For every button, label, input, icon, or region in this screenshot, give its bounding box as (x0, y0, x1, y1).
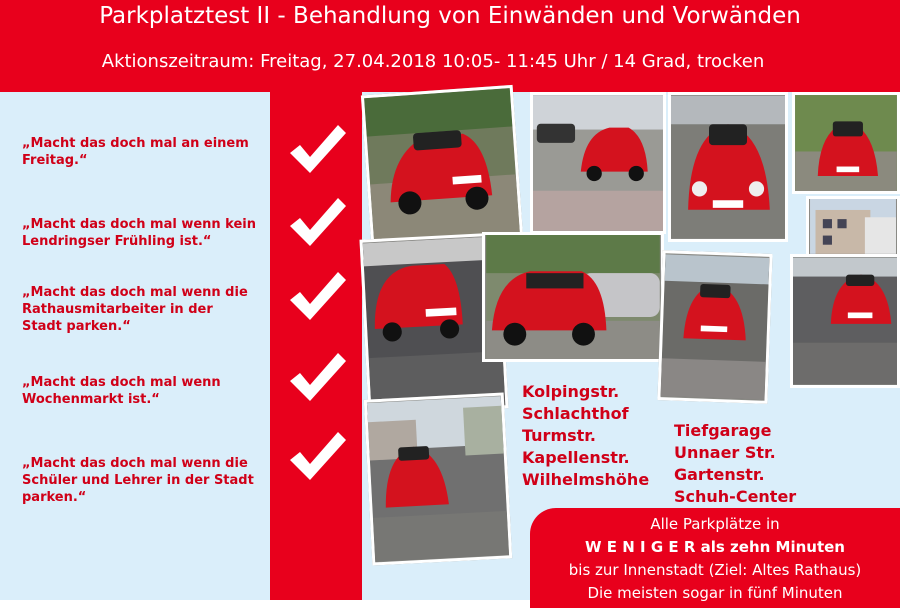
page-title: Parkplatztest II - Behandlung von Einwänden und Vorwänden (99, 3, 801, 29)
car-photo-schlachthof (530, 92, 666, 234)
car-photo-gartenstr (657, 250, 772, 404)
street-list-right (674, 420, 796, 508)
car-photo-schuh-center (790, 254, 900, 388)
street-list-left (522, 381, 649, 491)
street-name: Kolpingstr. (522, 382, 620, 401)
checkmark-icon (286, 347, 348, 407)
objection-4: „Macht das doch mal wenn Wochenmarkt ist.“ (22, 375, 221, 407)
car-photo-kolpingstr (361, 85, 523, 247)
checkmark-icon (286, 119, 348, 179)
street-name: Unnaer Str. (674, 443, 776, 462)
car-photo-turmstr (668, 92, 788, 242)
objection-5: „Macht das doch mal wenn die Schüler und Lehrer in der Stadt parken.“ (22, 456, 254, 505)
street-name: Schuh-Center (674, 487, 797, 506)
street-name: Turmstr. (522, 426, 596, 445)
street-name: Tiefgarage (674, 421, 772, 440)
summary-line-3: bis zur Innenstadt (Ziel: Altes Rathaus) (568, 561, 862, 579)
objection-3: „Macht das doch mal wenn die Rathausmitarbeiter in der Stadt parken.“ (22, 285, 248, 334)
checkmark-icon (286, 192, 348, 252)
objection-1: „Macht das doch mal an einem Freitag.“ (22, 136, 249, 168)
checkmark-icon (286, 266, 348, 326)
summary-line-2: W E N I G E R als zehn Minuten (585, 538, 845, 556)
summary-line-4: Die meisten sogar in fünf Minuten (587, 584, 843, 602)
objection-2: „Macht das doch mal wenn kein Lendringser Frühling ist.“ (22, 217, 257, 249)
street-name: Wilhelmshöhe (522, 470, 650, 489)
street-name: Schlachthof (522, 404, 629, 423)
summary-line-1: Alle Parkplätze in (650, 515, 780, 533)
street-name: Kapellenstr. (522, 448, 630, 467)
car-photo-street (364, 392, 512, 565)
car-photo-kapellenstr (792, 92, 900, 194)
page-subtitle: Aktionszeitraum: Freitag, 27.04.2018 10:05- 11:45 Uhr / 14 Grad, trocken (101, 51, 765, 72)
checkmark-icon (286, 426, 348, 486)
street-name: Gartenstr. (674, 465, 765, 484)
car-photo-unnaer-str (482, 232, 664, 362)
